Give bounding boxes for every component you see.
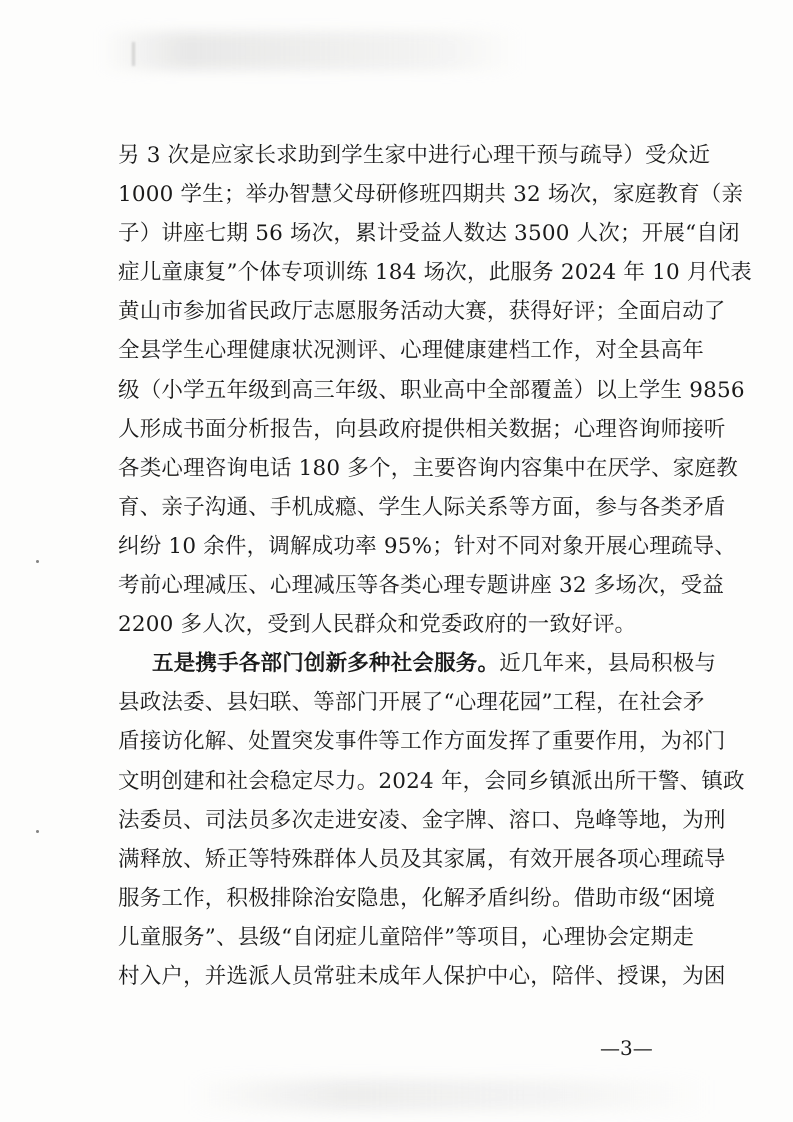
text-line: 儿童服务”、县级“自闭症儿童陪伴”等项目，心理协会定期走 [118,924,695,950]
text-line: 2200 多人次，受到人民群众和党委政府的一致好评。 [118,612,637,638]
scan-smudge-top [100,32,520,70]
scan-dot [36,560,39,563]
scan-dot [36,830,39,833]
text-line: 考前心理减压、心理减压等各类心理专题讲座 32 多场次，受益 [118,573,725,599]
text-line: 症儿童康复”个体专项训练 184 场次，此服务 2024 年 10 月代表 [118,260,753,286]
text-line: 盾接访化解、处置突发事件等工作方面发挥了重要作用，为祁门 [118,729,726,755]
paragraph-heading: 五是携手各部门创新多种社会服务。 [152,651,500,677]
text-line: 文明创建和社会稳定尽力。2024 年，会同乡镇派出所干警、镇政 [118,768,745,794]
body-text [118,136,753,996]
text-line: 全县学生心理健康状况测评、心理健康建档工作，对全县高年 [118,338,704,364]
text-line: 子）讲座七期 56 场次，累计受益人数达 3500 人次；开展“自闭 [118,221,740,247]
text-line: 各类心理咨询电话 180 多个，主要咨询内容集中在厌学、家庭教 [118,455,738,481]
text-line: 育、亲子沟通、手机成瘾、学生人际关系等方面，参与各类矛盾 [118,494,726,520]
text-line: 人形成书面分析报告，向县政府提供相关数据；心理咨询师接听 [118,416,726,442]
text-line: 1000 学生；举办智慧父母研修班四期共 32 场次，家庭教育（亲 [118,182,744,208]
text-line: 级（小学五年级到高三年级、职业高中全部覆盖）以上学生 9856 [118,377,745,403]
text-line: 服务工作，积极排除治安隐患，化解矛盾纠纷。借助市级“困境 [118,885,716,911]
text-line: 满释放、矫正等特殊群体人员及其家属，有效开展各项心理疏导 [118,846,726,872]
paragraph-heading-line [118,644,717,683]
scan-mark [132,42,135,66]
page-number: —3— [600,1036,653,1060]
text-line: 纠纷 10 余件，调解成功率 95%；针对不同对象开展心理疏导、 [118,533,737,559]
text-line: 另 3 次是应家长求助到学生家中进行心理干预与疏导）受众近 [118,143,711,168]
text-line: 县政法委、县妇联、等部门开展了“心理花园”工程，在社会矛 [118,690,705,716]
text-segment: 近几年来，县局积极与 [499,651,717,677]
scan-smudge-bottom [190,1080,710,1110]
text-line: 村入户，并选派人员常驻未成年人保护中心，陪伴、授课，为困 [118,963,726,989]
text-line: 法委员、司法员多次走进安凌、金字牌、溶口、凫峰等地，为刑 [118,807,726,833]
text-line: 黄山市参加省民政厅志愿服务活动大赛，获得好评；全面启动了 [118,299,726,325]
